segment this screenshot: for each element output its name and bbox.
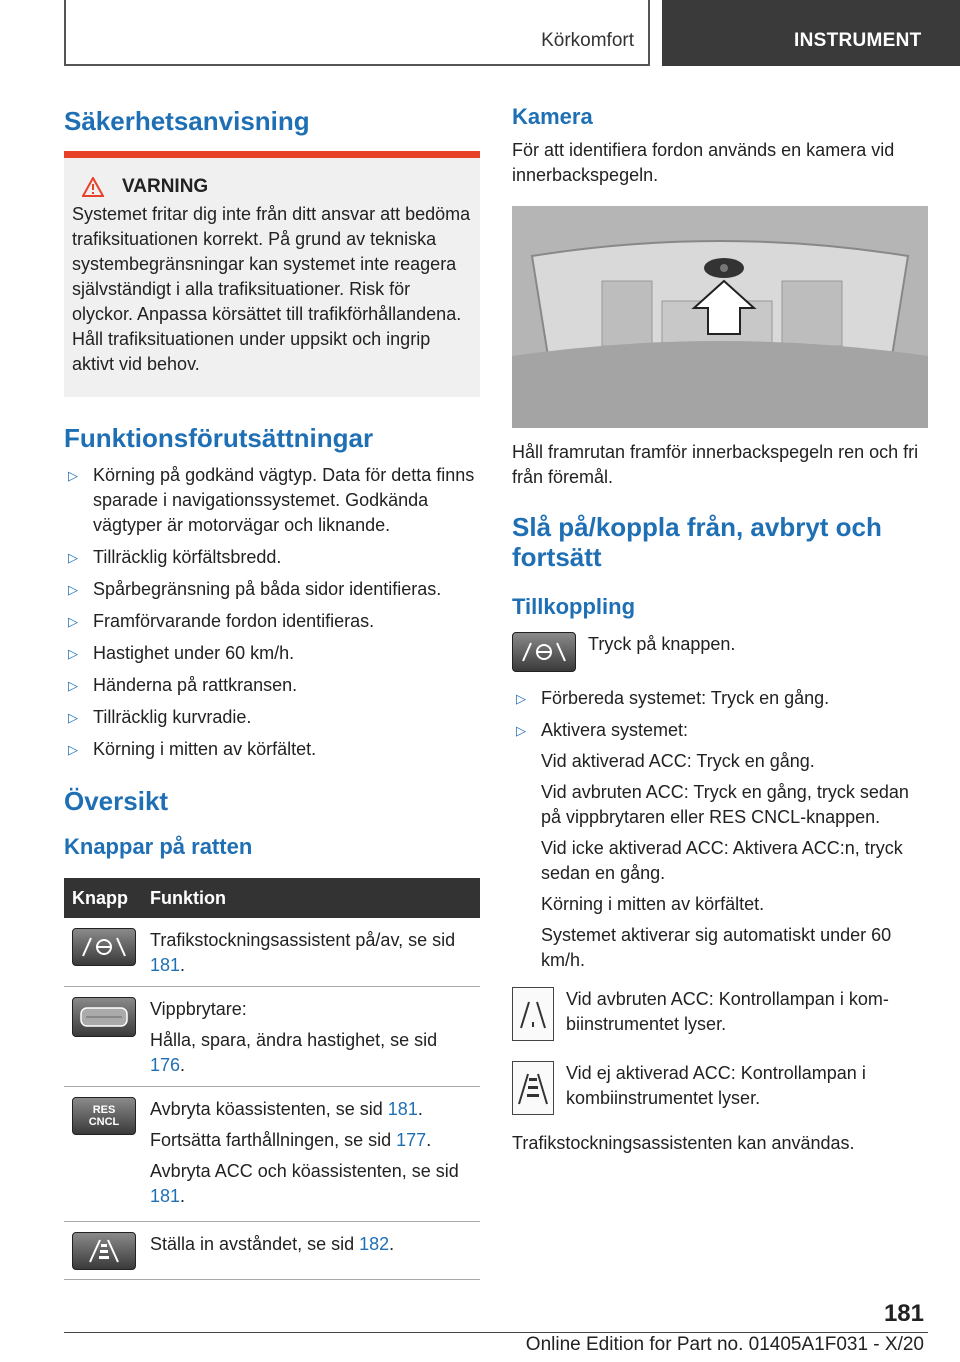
triangle-bullet-icon: ▷: [68, 614, 78, 629]
edition-text: Online Edition for Part no. 01405A1F031 - X/20: [525, 1334, 924, 1355]
warning-bar: [64, 151, 480, 158]
camera-heading: Kamera: [512, 104, 593, 129]
triangle-bullet-icon: ▷: [68, 550, 78, 565]
engage-heading: Tillkoppling: [512, 594, 636, 619]
right-column: [512, 100, 928, 1156]
list-item: ▷ Aktivera systemet: Vid aktiverad ACC: Tryck en gång. Vid avbruten ACC: Tryck en gång, tryck sedan på vippbrytaren eller RES CNCL-knappen. Vid icke aktiverad ACC: Aktivera ACC:n, tryck sedan en gång. Körning i mitten av körfältet. Systemet aktiverar sig automatiskt under 60 km/h.: [516, 720, 909, 970]
prereq-list: [64, 463, 480, 762]
triangle-bullet-icon: ▷: [516, 723, 526, 738]
list-item: ▷ Tillräcklig körfältsbredd.: [64, 545, 480, 570]
page-link[interactable]: 176: [150, 1055, 181, 1075]
warning-triangle-icon: [82, 177, 104, 197]
camera-photo: [512, 206, 928, 428]
triangle-bullet-icon: ▷: [68, 468, 78, 483]
list-item: ▷ Händerna på rattkransen.: [64, 673, 480, 698]
list-item: ▷ Framförvarande fordon identifieras.: [64, 609, 480, 634]
lane-vehicle-indicator-icon: [512, 1061, 554, 1115]
chapter-tab: [662, 0, 960, 66]
indicator-2-text: Vid ej aktiverad ACC: Kontrollampan i kombiinstrumentet lyser.: [566, 1063, 866, 1108]
engage-steps: [512, 686, 928, 973]
table-header-row: [64, 878, 480, 918]
column-header-function: Funktion: [142, 878, 480, 918]
camera-caption: Håll framrutan framför innerbackspegeln ren och fri från föremål.: [512, 442, 919, 487]
triangle-bullet-icon: ▷: [68, 742, 78, 757]
list-item: ▷ Spårbegränsning på båda sidor identifieras.: [64, 577, 480, 602]
indicator-1-text: Vid avbruten ACC: Kontrollampan i kombiinstrumentet lyser.: [566, 989, 889, 1034]
rocker-switch-icon: [72, 997, 136, 1037]
car-interior-illustration: [512, 206, 928, 428]
column-header-button: Knapp: [64, 878, 142, 918]
page-link[interactable]: 177: [396, 1130, 427, 1150]
list-item: ▷ Körning i mitten av körfältet.: [64, 737, 480, 762]
res-cncl-button-icon: RES CNCL: [72, 1097, 136, 1135]
overview-heading: Översikt: [64, 786, 169, 816]
warning-label: VARNING: [122, 176, 209, 197]
list-item: ▷ Tillräcklig kurvradie.: [64, 705, 480, 730]
list-item: ▷ Körning på godkänd vägtyp. Data för detta finns sparade i navigationssystemet. Godkända vägtyper är motorvägar och liknande.: [68, 465, 475, 535]
indicator-row: [512, 987, 928, 1041]
section-label: Körkomfort: [541, 30, 634, 51]
table-row: Vippbrytare: Hålla, spara, ändra hastighet, se sid 176.: [64, 987, 480, 1087]
triangle-bullet-icon: ▷: [68, 710, 78, 725]
page-link[interactable]: 181: [150, 1186, 181, 1206]
left-column: [64, 100, 480, 1280]
indicator-row: [512, 1061, 928, 1115]
list-item: ▷ Förbereda systemet: Tryck en gång.: [512, 686, 928, 711]
page-number: 181: [883, 1300, 924, 1327]
warning-box: [64, 158, 480, 397]
table-row: RES CNCL Avbryta köassistenten, se sid 181. Fortsätta farthållningen, se sid 177. Avbryta ACC och köassistenten, se sid 181.: [64, 1087, 480, 1222]
footer-divider: [64, 1332, 928, 1333]
lane-indicator-icon: [512, 987, 554, 1041]
triangle-bullet-icon: ▷: [68, 678, 78, 693]
table-row: Ställa in avståndet, se sid 182.: [64, 1222, 480, 1280]
steering-wheel-assist-icon: [72, 928, 136, 966]
final-text: Trafikstockningsassistenten kan användas.: [512, 1133, 855, 1153]
page-link[interactable]: 181: [387, 1099, 418, 1119]
triangle-bullet-icon: ▷: [68, 582, 78, 597]
triangle-bullet-icon: ▷: [68, 646, 78, 661]
table-row: Trafikstockningsassistent på/av, se sid 181.: [64, 918, 480, 987]
press-button-row: [512, 632, 928, 672]
safety-heading: Säkerhetsanvisning: [64, 106, 310, 136]
buttons-table: [64, 878, 480, 1280]
distance-setting-icon: [72, 1232, 136, 1270]
press-button-text: Tryck på knappen.: [588, 634, 736, 654]
chapter-label: INSTRUMENT: [794, 30, 922, 51]
page-header: [0, 0, 960, 66]
page-link[interactable]: 181: [150, 955, 181, 975]
section-tab: [64, 0, 650, 66]
list-item: ▷ Hastighet under 60 km/h.: [64, 641, 480, 666]
prereq-heading: Funktionsförutsättningar: [64, 423, 374, 453]
warning-text: Systemet fritar dig inte från ditt ansvar att bedöma trafiksituationen korrekt. På grund av tekniska systembegränsningar kan systemet inte reagera självständigt i alla trafiksituationer. Risk för olyckor. Anpassa körsättet till trafikförhållandena. Håll trafiksituationen under uppsikt och ingrip aktivt vid behov.: [72, 204, 471, 374]
triangle-bullet-icon: ▷: [516, 691, 526, 706]
buttons-heading: Knappar på ratten: [64, 834, 253, 859]
steering-wheel-assist-icon: [512, 632, 576, 672]
warning-header: [82, 176, 472, 198]
camera-text: För att identifiera fordon används en kamera vid innerbackspegeln.: [512, 140, 895, 185]
onoff-heading: Slå på/koppla från, avbryt och fortsätt: [512, 512, 882, 572]
page-link[interactable]: 182: [359, 1234, 390, 1254]
